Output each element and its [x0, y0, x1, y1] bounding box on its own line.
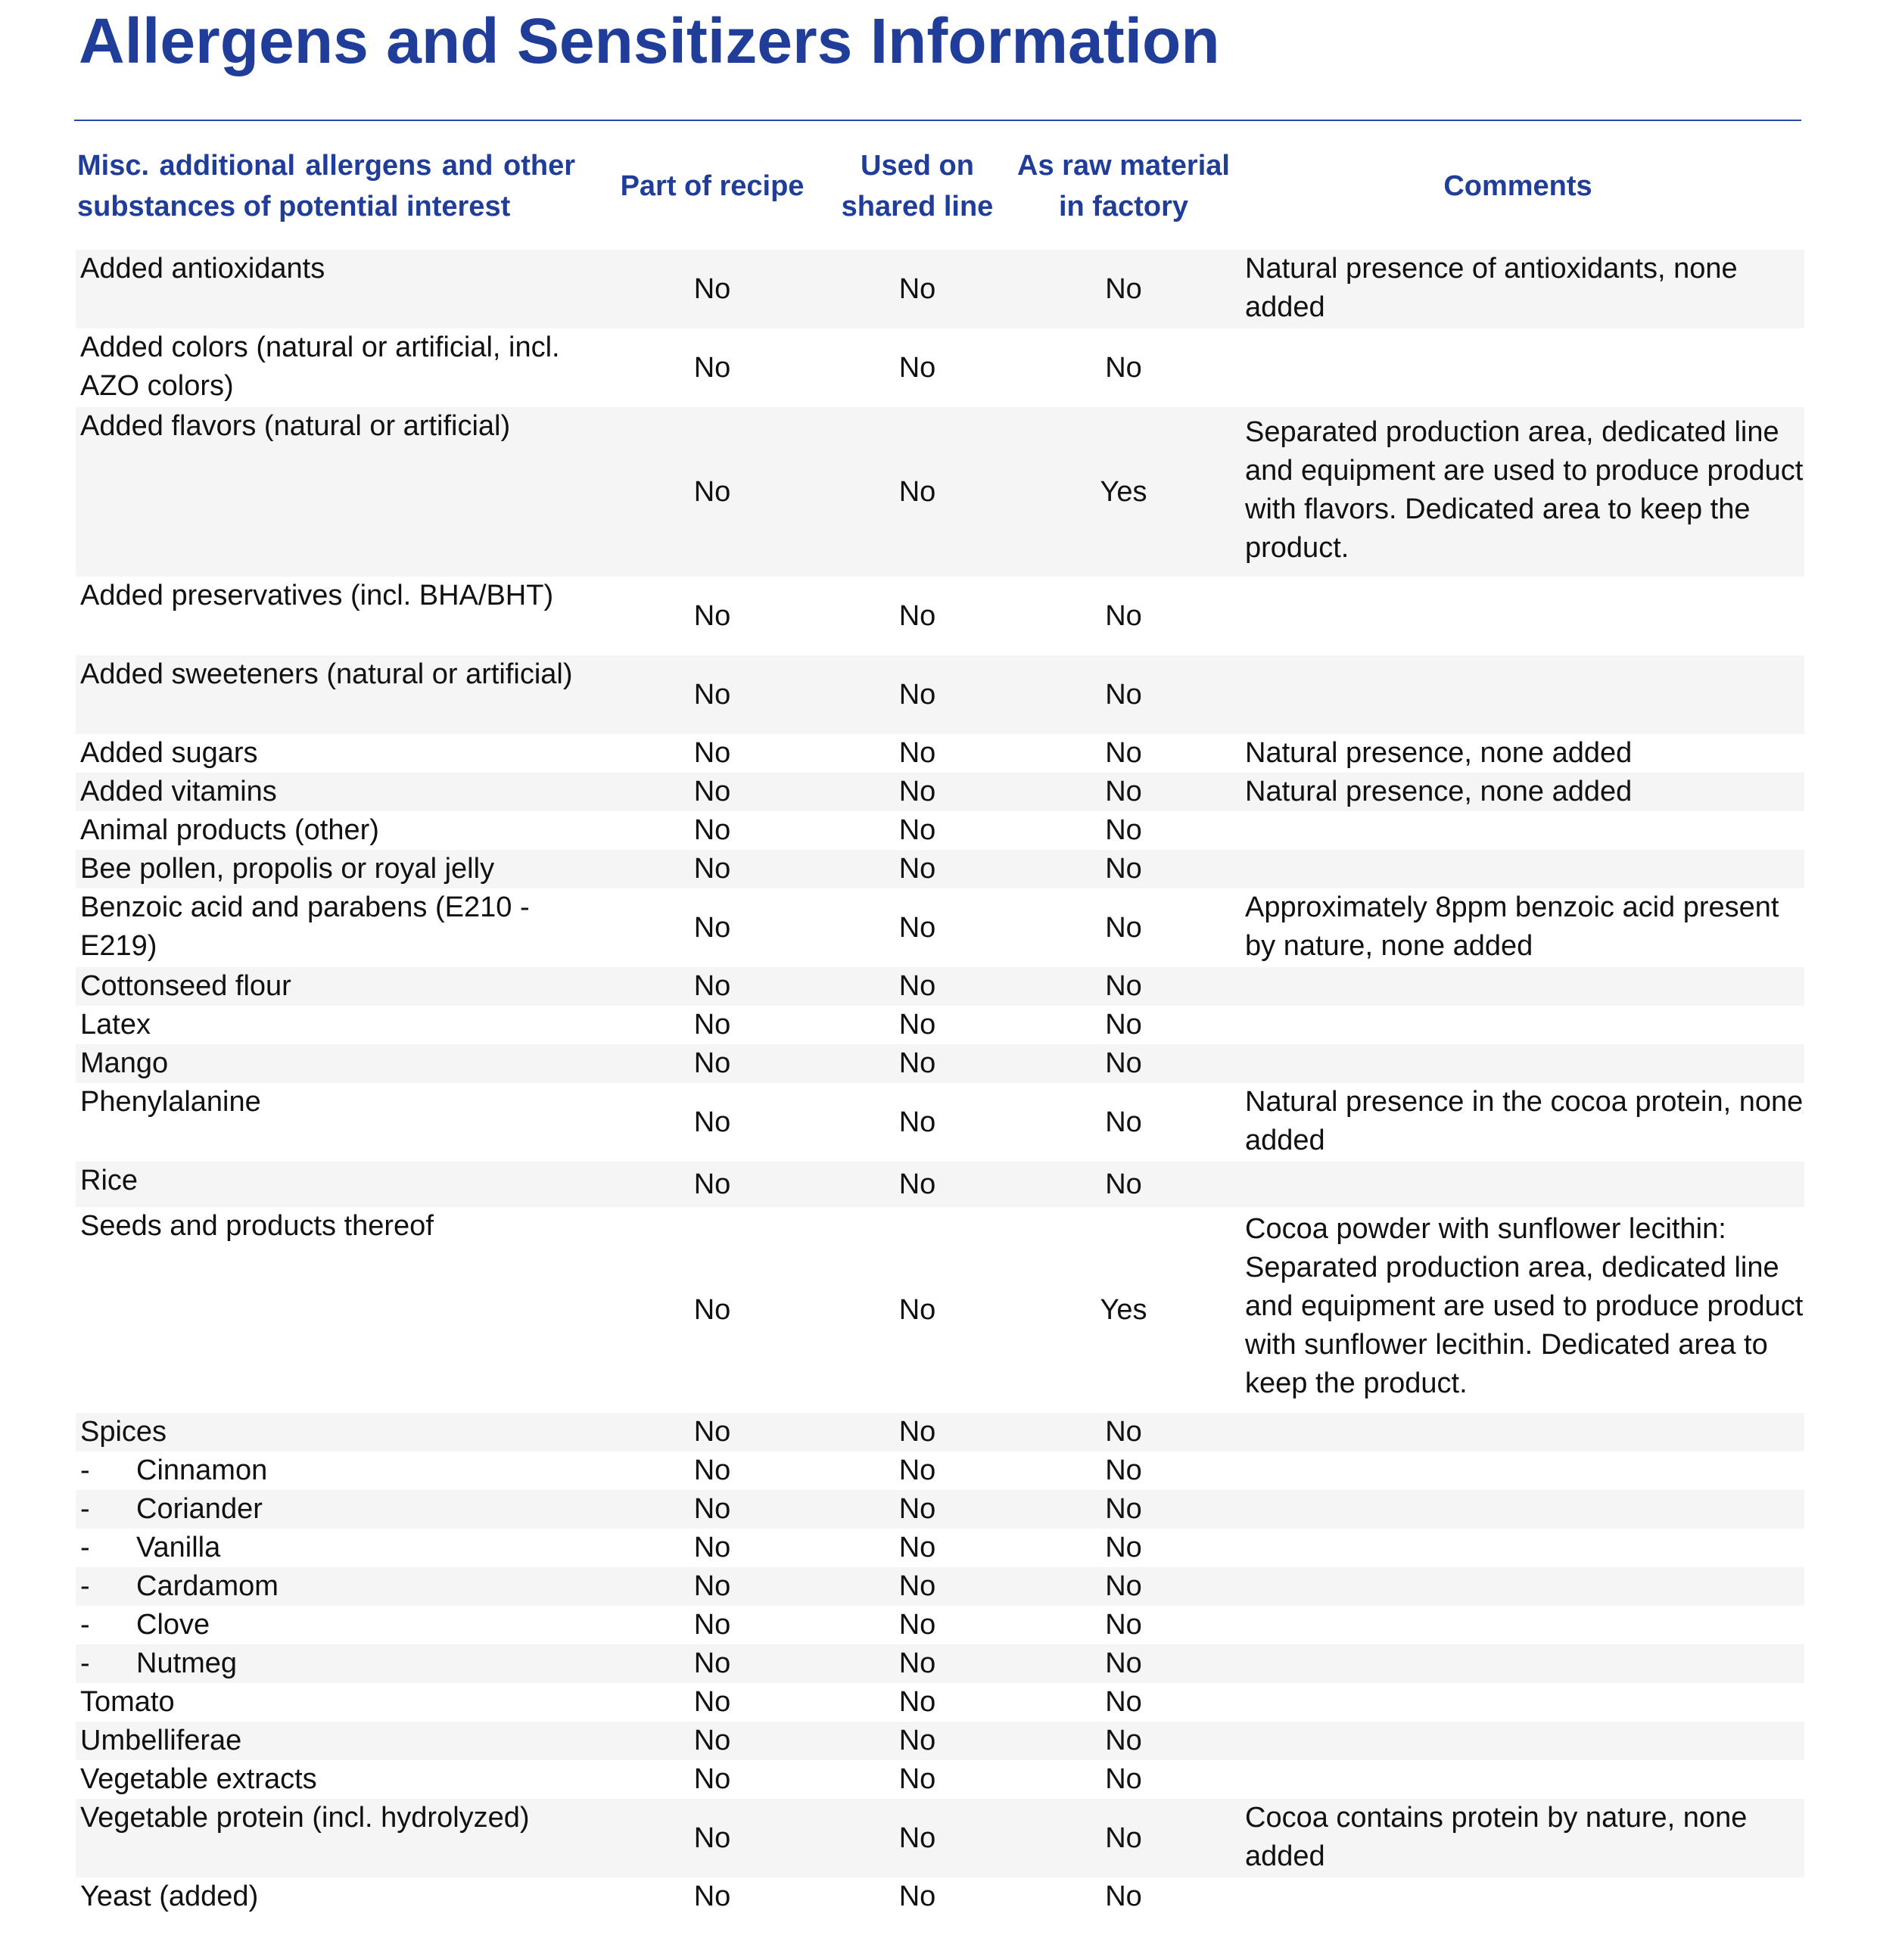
raw-material-cell: No: [1016, 250, 1231, 328]
shared-line-cell: No: [819, 1490, 1016, 1529]
table-row: [76, 1413, 1804, 1451]
substance-cell: Vegetable protein (incl. hydrolyzed): [76, 1799, 605, 1878]
shared-line-cell: No: [819, 655, 1016, 734]
part-of-recipe-cell: No: [605, 967, 819, 1006]
shared-line-cell: No: [819, 773, 1016, 811]
comment-cell: [1231, 1878, 1804, 1916]
header-substance: Misc. additional allergens and other substances of potential interest: [77, 150, 575, 222]
substance-label: Clove: [136, 1609, 210, 1641]
part-of-recipe-cell: No: [693, 1293, 731, 1326]
part-of-recipe-cell: No: [693, 1609, 731, 1641]
substance-cell: [76, 1567, 605, 1606]
substance-cell: Added sweeteners (natural or artificial): [76, 655, 605, 734]
shared-line-cell: No: [898, 1609, 936, 1641]
part-of-recipe-cell: No: [605, 1567, 819, 1606]
part-of-recipe-cell: No: [693, 1532, 731, 1563]
raw-material-cell: No: [1105, 1009, 1142, 1041]
substance-cell: [76, 1490, 605, 1529]
shared-line-cell: No: [898, 814, 936, 846]
table-row: [76, 888, 1804, 967]
header-used-on-shared-line: Used on shared line: [841, 150, 994, 222]
shared-line-cell: No: [819, 1644, 1016, 1683]
comment-cell: [1231, 577, 1804, 655]
page-title: Allergens and Sensitizers Information: [79, 5, 1220, 76]
shared-line-cell: No: [898, 737, 936, 769]
substance-cell: Rice: [76, 1162, 605, 1207]
shared-line-cell: No: [898, 911, 936, 944]
comment-cell: Natural presence of antioxidants, none added: [1231, 250, 1804, 328]
table-row: [76, 811, 1804, 850]
part-of-recipe-cell: No: [693, 1106, 731, 1138]
raw-material-cell: No: [1105, 599, 1142, 632]
part-of-recipe-cell: No: [605, 250, 819, 328]
table-row: [76, 1490, 1804, 1529]
shared-line-cell: No: [819, 850, 1016, 888]
substance-cell: Added vitamins: [76, 773, 605, 811]
substance-cell: Added sugars: [80, 737, 258, 769]
table-body: [76, 250, 1804, 1916]
comment-cell: Separated production area, dedicated line and equipment are used to produce product with flavors. Dedicated area to keep the product.: [1231, 407, 1804, 577]
raw-material-cell: No: [1016, 967, 1231, 1006]
shared-line-cell: No: [898, 1009, 936, 1041]
comment-cell: [1231, 850, 1804, 888]
raw-material-cell: No: [1105, 1609, 1142, 1641]
substance-cell: Phenylalanine: [80, 1086, 261, 1118]
substance-cell: Added preservatives (incl. BHA/BHT): [80, 580, 554, 611]
list-dash: -: [80, 1532, 90, 1563]
header-row: [76, 145, 1804, 250]
comment-cell: [1231, 1451, 1804, 1490]
comment-cell: Approximately 8ppm benzoic acid present by nature, none added: [1245, 891, 1779, 962]
comment-cell: [1231, 1567, 1804, 1606]
table-row: [76, 734, 1804, 773]
shared-line-cell: No: [819, 250, 1016, 328]
comment-cell: Cocoa powder with sunflower lecithin: Separated production area, dedicated line and equipment are used to produce product with sunflower lecithin. Dedicated area to keep the product.: [1245, 1213, 1804, 1399]
raw-material-cell: No: [1105, 1686, 1142, 1718]
comment-cell: [1231, 1490, 1804, 1529]
raw-material-cell: No: [1016, 1567, 1231, 1606]
table-row: [76, 1878, 1804, 1916]
table-row: [76, 1162, 1804, 1207]
substance-cell: [76, 1606, 605, 1644]
part-of-recipe-cell: No: [605, 1162, 819, 1207]
table-row: [76, 577, 1804, 655]
part-of-recipe-cell: No: [605, 850, 819, 888]
table-row: [76, 1606, 1804, 1644]
table-row: [76, 1799, 1804, 1878]
part-of-recipe-cell: No: [605, 1490, 819, 1529]
table-row: [76, 1529, 1804, 1567]
comment-cell: [1231, 655, 1804, 734]
substance-cell: [76, 1529, 605, 1567]
raw-material-cell: No: [1016, 1799, 1231, 1878]
list-dash: -: [80, 1647, 90, 1679]
table-row: [76, 967, 1804, 1006]
table-row: [76, 773, 1804, 811]
substance-cell: Tomato: [80, 1686, 175, 1718]
part-of-recipe-cell: No: [693, 351, 731, 384]
raw-material-cell: No: [1105, 737, 1142, 769]
raw-material-cell: No: [1105, 1454, 1142, 1486]
substance-label: Cardamom: [136, 1570, 279, 1602]
raw-material-cell: No: [1105, 1881, 1142, 1912]
substance-cell: [76, 1644, 605, 1683]
table-row: [76, 407, 1804, 577]
comment-cell: [1231, 967, 1804, 1006]
comment-cell: [1231, 1722, 1804, 1760]
substance-cell: Seeds and products thereof: [80, 1210, 434, 1242]
comment-cell: [1231, 1044, 1804, 1083]
allergens-table: [76, 145, 1804, 1916]
part-of-recipe-cell: No: [605, 1413, 819, 1451]
substance-cell: Mango: [76, 1044, 605, 1083]
comment-cell: Natural presence in the cocoa protein, none added: [1245, 1086, 1804, 1156]
shared-line-cell: No: [898, 351, 936, 384]
comment-cell: [1231, 1006, 1804, 1044]
shared-line-cell: No: [898, 1881, 936, 1912]
raw-material-cell: No: [1016, 1722, 1231, 1760]
substance-label: Cinnamon: [136, 1454, 268, 1486]
table-row: [76, 328, 1804, 407]
table-row: [76, 1567, 1804, 1606]
table-row: [76, 850, 1804, 888]
part-of-recipe-cell: No: [605, 1799, 819, 1878]
comment-cell: [1231, 1162, 1804, 1207]
raw-material-cell: No: [1105, 1532, 1142, 1563]
shared-line-cell: No: [819, 1162, 1016, 1207]
shared-line-cell: No: [819, 1413, 1016, 1451]
comment-cell: Cocoa contains protein by nature, none added: [1231, 1799, 1804, 1878]
part-of-recipe-cell: No: [605, 773, 819, 811]
part-of-recipe-cell: No: [693, 814, 731, 846]
substance-cell: Latex: [80, 1009, 151, 1041]
shared-line-cell: No: [819, 1722, 1016, 1760]
shared-line-cell: No: [898, 1763, 936, 1795]
raw-material-cell: No: [1105, 814, 1142, 846]
list-dash: -: [80, 1570, 90, 1602]
title-divider: [74, 120, 1801, 121]
comment-cell: Natural presence, none added: [1231, 773, 1804, 811]
part-of-recipe-cell: No: [693, 911, 731, 944]
substance-cell: Animal products (other): [80, 814, 379, 846]
substance-cell: Added antioxidants: [76, 250, 605, 328]
raw-material-cell: No: [1105, 1763, 1142, 1795]
raw-material-cell: No: [1105, 1106, 1142, 1138]
shared-line-cell: No: [898, 1293, 936, 1326]
comment-cell: [1231, 328, 1804, 407]
substance-label: Nutmeg: [136, 1647, 238, 1679]
part-of-recipe-cell: No: [693, 1763, 731, 1795]
substance-cell: [76, 1451, 605, 1490]
comment-cell: [1231, 1760, 1804, 1799]
table-row: [76, 1760, 1804, 1799]
list-dash: -: [80, 1454, 90, 1486]
shared-line-cell: No: [898, 1106, 936, 1138]
comment-cell: [1231, 1413, 1804, 1451]
substance-cell: Umbelliferae: [76, 1722, 605, 1760]
list-dash: -: [80, 1609, 90, 1641]
shared-line-cell: No: [819, 407, 1016, 577]
header-raw-material: As raw material in factory: [1017, 150, 1230, 222]
shared-line-cell: No: [819, 967, 1016, 1006]
substance-cell: Spices: [76, 1413, 605, 1451]
substance-cell: Cottonseed flour: [76, 967, 605, 1006]
substance-cell: Bee pollen, propolis or royal jelly: [76, 850, 605, 888]
comment-cell: Natural presence, none added: [1245, 737, 1633, 769]
part-of-recipe-cell: No: [605, 1044, 819, 1083]
part-of-recipe-cell: No: [693, 1686, 731, 1718]
shared-line-cell: No: [819, 1044, 1016, 1083]
part-of-recipe-cell: No: [693, 1454, 731, 1486]
table-row: [76, 1044, 1804, 1083]
raw-material-cell: No: [1016, 850, 1231, 888]
substance-label: Vanilla: [136, 1532, 221, 1563]
shared-line-cell: No: [898, 1686, 936, 1718]
raw-material-cell: No: [1016, 773, 1231, 811]
part-of-recipe-cell: No: [605, 1722, 819, 1760]
raw-material-cell: No: [1016, 1044, 1231, 1083]
table-row: [76, 655, 1804, 734]
table-header: [76, 145, 1804, 250]
shared-line-cell: No: [819, 1567, 1016, 1606]
shared-line-cell: No: [819, 1799, 1016, 1878]
raw-material-cell: No: [1016, 1644, 1231, 1683]
table-row: [76, 1683, 1804, 1722]
part-of-recipe-cell: No: [693, 1009, 731, 1041]
part-of-recipe-cell: No: [605, 655, 819, 734]
substance-cell: Vegetable extracts: [80, 1763, 317, 1795]
substance-cell: Added colors (natural or artificial, incl. AZO colors): [80, 331, 560, 402]
comment-cell: [1231, 1529, 1804, 1567]
comment-cell: [1231, 1644, 1804, 1683]
comment-cell: [1231, 1606, 1804, 1644]
shared-line-cell: No: [898, 1532, 936, 1563]
comment-cell: [1231, 1683, 1804, 1722]
part-of-recipe-cell: No: [693, 1881, 731, 1912]
raw-material-cell: No: [1016, 655, 1231, 734]
table-row: [76, 1006, 1804, 1044]
raw-material-cell: No: [1105, 351, 1142, 384]
table-row: [76, 1451, 1804, 1490]
substance-cell: Yeast (added): [80, 1881, 259, 1912]
list-dash: -: [80, 1493, 90, 1525]
comment-cell: [1231, 811, 1804, 850]
substance-cell: Added flavors (natural or artificial): [76, 407, 605, 577]
substance-label: Coriander: [136, 1493, 263, 1525]
raw-material-cell: No: [1016, 1413, 1231, 1451]
table-row: [76, 250, 1804, 328]
table-row: [76, 1083, 1804, 1162]
part-of-recipe-cell: No: [693, 737, 731, 769]
header-part-of-recipe: Part of recipe: [620, 170, 805, 202]
shared-line-cell: No: [898, 599, 936, 632]
substance-cell: Benzoic acid and parabens (E210 - E219): [80, 891, 530, 962]
part-of-recipe-cell: No: [605, 407, 819, 577]
table-row: [76, 1644, 1804, 1683]
raw-material-cell: No: [1105, 911, 1142, 944]
part-of-recipe-cell: No: [693, 599, 731, 632]
raw-material-cell: No: [1016, 1162, 1231, 1207]
header-comments: Comments: [1443, 170, 1592, 202]
table-row: [76, 1722, 1804, 1760]
part-of-recipe-cell: No: [605, 1644, 819, 1683]
raw-material-cell: Yes: [1100, 1293, 1147, 1326]
table-row: [76, 1207, 1804, 1413]
raw-material-cell: No: [1016, 1490, 1231, 1529]
shared-line-cell: No: [898, 1454, 936, 1486]
raw-material-cell: Yes: [1016, 407, 1231, 577]
